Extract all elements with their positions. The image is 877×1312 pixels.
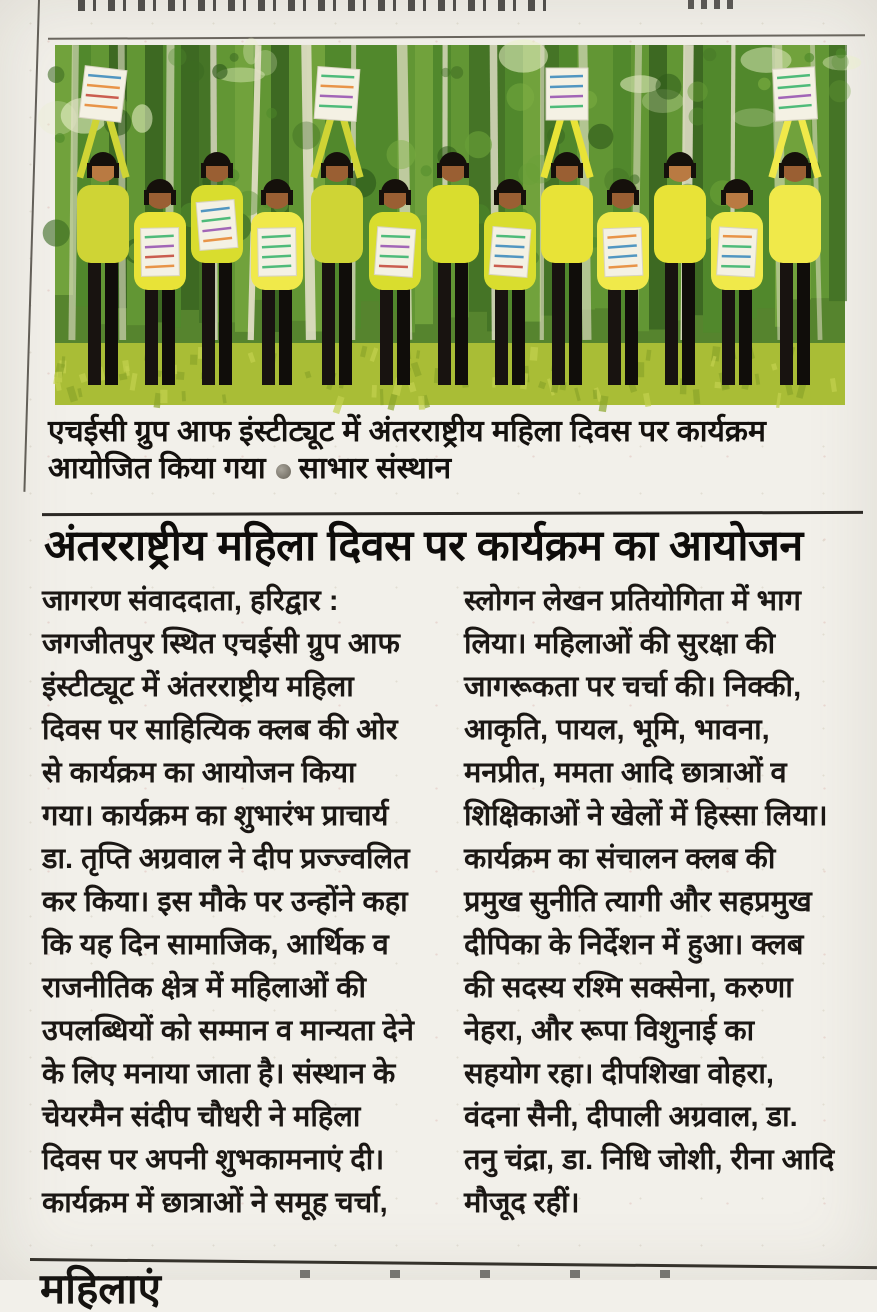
- article-line: सहयोग रहा। दीपशिखा वोहरा,: [464, 1058, 774, 1090]
- article-line: कि यह दिन सामाजिक, आर्थिक व: [42, 929, 389, 961]
- headline-divider-rule: [42, 511, 863, 516]
- article-line: कार्यक्रम का संचालन क्लब की: [464, 843, 776, 875]
- article-line: स्लोगन लेखन प्रतियोगिता में भाग: [464, 585, 801, 617]
- caption-credit: साभार संस्थान: [298, 452, 452, 485]
- article-line: से कार्यक्रम का आयोजन किया: [42, 757, 356, 789]
- next-article-headline-text: महिलाएं: [40, 1265, 161, 1312]
- article-line: वंदना सैनी, दीपाली अग्रवाल, डा.: [464, 1101, 798, 1133]
- article-line: कार्यक्रम में छात्राओं ने समूह चर्चा,: [42, 1187, 388, 1219]
- article-line: लिया। महिलाओं की सुरक्षा की: [464, 628, 776, 660]
- caption-line-2: आयोजित किया गया: [48, 452, 266, 485]
- bullet-icon: [276, 464, 291, 479]
- article-line: जगजीतपुर स्थित एचईसी ग्रुप आफ: [42, 628, 400, 660]
- article-line: प्रमुख सुनीति त्यागी और सहप्रमुख: [464, 886, 812, 918]
- article-line: के लिए मनाया जाता है। संस्थान के: [42, 1058, 396, 1090]
- article-line: नेहरा, और रूपा विशुनाई का: [464, 1015, 755, 1047]
- article-line: उपलब्धियों को सम्मान व मान्यता देने: [42, 1015, 414, 1047]
- article-line: मनप्रीत, ममता आदि छात्राओं व: [464, 757, 787, 789]
- byline: जागरण संवाददाता, हरिद्वार :: [42, 585, 339, 617]
- article-line: मौजूद रहीं।: [464, 1187, 580, 1219]
- article-line: शिक्षिकाओं ने खेलों में हिस्सा लिया।: [464, 800, 828, 832]
- left-column-rule: [23, 0, 40, 492]
- article-line: तनु चंद्रा, डा. निधि जोशी, रीना आदि: [464, 1144, 835, 1176]
- article-column-1: [42, 580, 438, 1225]
- article-line: दिवस पर अपनी शुभकामनाएं दी।: [42, 1144, 385, 1176]
- news-photo: [55, 45, 845, 405]
- article-line: की सदस्य रश्मि सक्सेना, करुणा: [464, 972, 793, 1004]
- article-line: दिवस पर साहित्यिक क्लब की ओर: [42, 714, 398, 746]
- article-line: इंस्टीट्यूट में अंतरराष्ट्रीय महिला: [42, 671, 354, 703]
- column-1-lines: [42, 623, 438, 1225]
- article-line: गया। कार्यक्रम का शुभारंभ प्राचार्य: [42, 800, 389, 832]
- article-body: [42, 580, 860, 1225]
- top-divider-rule: [48, 34, 865, 40]
- article-line: कर किया। इस मौके पर उन्होंने कहा: [42, 886, 408, 918]
- cutoff-text-fragment-top: [78, 0, 548, 11]
- article-line: आकृति, पायल, भूमि, भावना,: [464, 714, 770, 746]
- article-line: दीपिका के निर्देशन में हुआ। क्लब: [464, 929, 804, 961]
- article-column-2: [464, 580, 860, 1225]
- photo-caption: [48, 413, 808, 487]
- article-headline: अंतरराष्ट्रीय महिला दिवस पर कार्यक्रम का आयोजन: [44, 522, 803, 570]
- article-line: डा. तृप्ति अग्रवाल ने दीप प्रज्ज्वलित: [42, 843, 410, 875]
- cutoff-text-fragment-top-right: [688, 0, 734, 9]
- article-line: राजनीतिक क्षेत्र में महिलाओं की: [42, 972, 367, 1004]
- column-2-lines: [464, 580, 860, 1225]
- article-line: चेयरमैन संदीप चौधरी ने महिला: [42, 1101, 361, 1133]
- cutoff-text-fragment-bottom: [300, 1270, 720, 1278]
- article-line: जागरूकता पर चर्चा की। निक्की,: [464, 671, 802, 703]
- caption-line-1: एचईसी ग्रुप आफ इंस्टीट्यूट में अंतरराष्ट्रीय महिला दिवस पर कार्यक्रम: [48, 415, 766, 448]
- news-photo-illustration: [55, 45, 845, 405]
